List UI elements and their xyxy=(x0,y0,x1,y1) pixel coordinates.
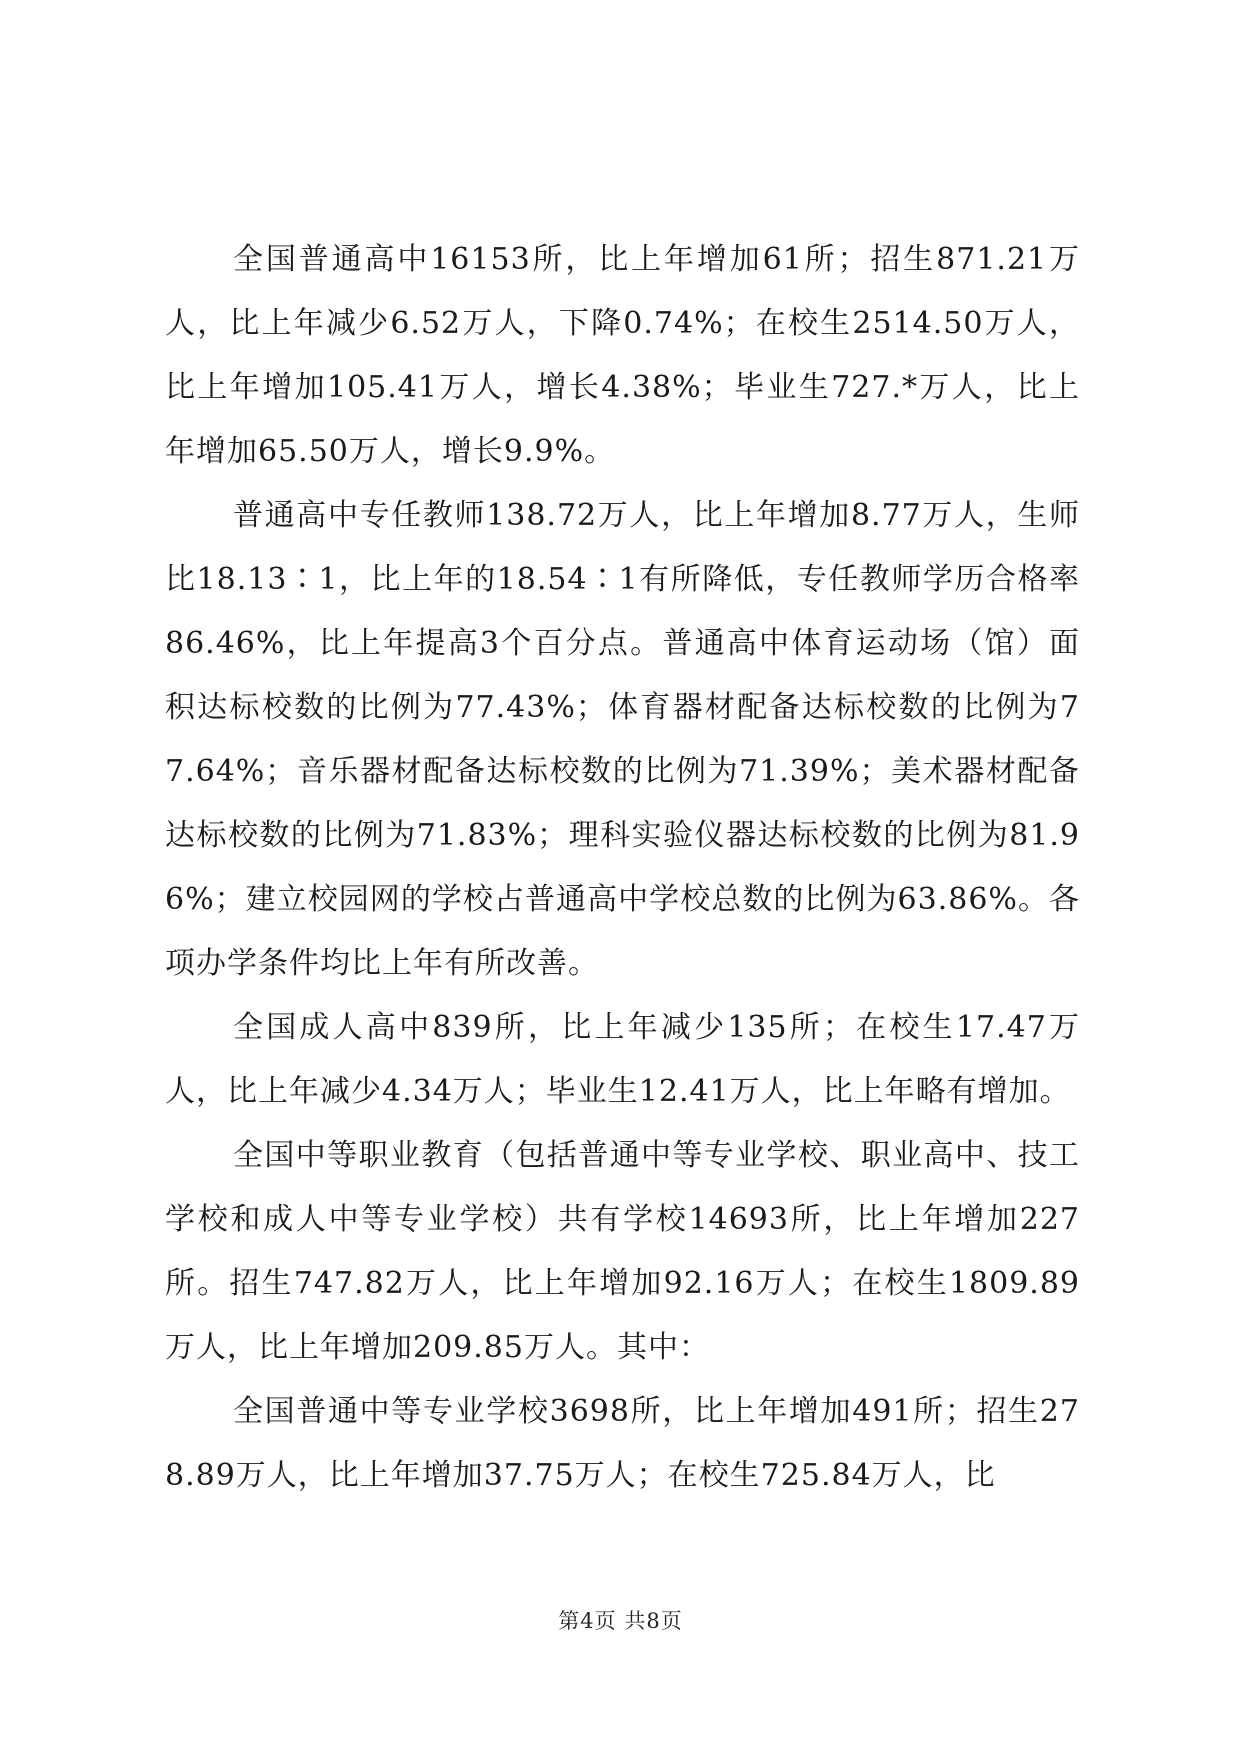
paragraph-adult-high-school: 全国成人高中839所，比上年减少135所；在校生17.47万人，比上年减少4.34万人；毕业生12.41万人，比上年略有增加。 xyxy=(165,1010,1080,1109)
page-footer: 第4页 共8页 xyxy=(558,1609,683,1633)
document-body xyxy=(165,228,1080,1508)
paragraph-high-school-stats: 全国普通高中16153所，比上年增加61所；招生871.21万人，比上年减少6.52万人，下降0.74%；在校生2514.50万人，比上年增加105.41万人，增长4.38%；毕业生727.*万人，比上年增加65.50万人，增长9.9%。 xyxy=(165,242,1080,469)
paragraph-teacher-stats: 普通高中专任教师138.72万人，比上年增加8.77万人，生师比18.13∶1，比上年的18.54∶1有所降低，专任教师学历合格率86.46%，比上年提高3个百分点。普通高中体育运动场（馆）面积达标校数的比例为77.43%；体育器材配备达标校数的比例为77.64%；音乐器材配备达标校数的比例为71.39%；美术器材配备达标校数的比例为71.83%；理科实验仪器达标校数的比例为81.96%；建立校园网的学校占普通高中学校总数的比例为63.86%。各项办学条件均比上年有所改善。 xyxy=(165,498,1080,981)
paragraph-specialized-schools: 全国普通中等专业学校3698所，比上年增加491所；招生278.89万人，比上年增加37.75万人；在校生725.84万人，比 xyxy=(165,1394,1080,1493)
paragraph-vocational-education: 全国中等职业教育（包括普通中等专业学校、职业高中、技工学校和成人中等专业学校）共有学校14693所，比上年增加227所。招生747.82万人，比上年增加92.16万人；在校生1809.89万人，比上年增加209.85万人。其中： xyxy=(165,1138,1080,1365)
